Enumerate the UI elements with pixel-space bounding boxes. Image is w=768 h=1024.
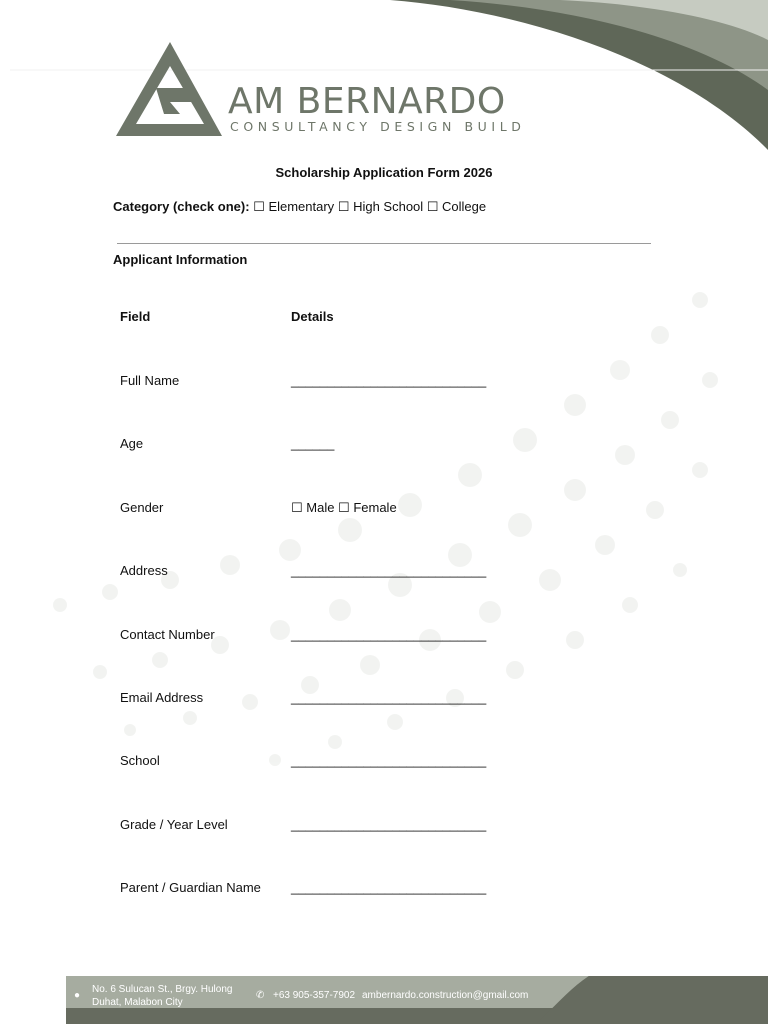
school-field[interactable]: ___________________________ bbox=[291, 753, 487, 768]
email-address-label: Email Address bbox=[120, 690, 204, 705]
company-name: AM BERNARDO bbox=[228, 81, 506, 122]
gender-label: Gender bbox=[120, 500, 164, 515]
phone-icon: ✆ bbox=[256, 990, 265, 1001]
grade-level-field[interactable]: ___________________________ bbox=[291, 817, 487, 832]
footer-address-line2: Duhat, Malabon City bbox=[92, 997, 183, 1008]
category-line bbox=[113, 199, 486, 215]
company-tagline: CONSULTANCY DESIGN BUILD bbox=[230, 119, 526, 134]
address-field[interactable]: ___________________________ bbox=[291, 563, 487, 578]
footer-address-line1: No. 6 Sulucan St., Brgy. Hulong bbox=[92, 984, 233, 995]
details-column-header: Details bbox=[291, 309, 334, 324]
full-name-label: Full Name bbox=[120, 373, 180, 388]
contact-number-label: Contact Number bbox=[120, 627, 215, 642]
category-label: Category (check one): bbox=[113, 199, 250, 214]
guardian-name-field[interactable]: ___________________________ bbox=[291, 880, 487, 895]
form-title: Scholarship Application Form 2026 bbox=[275, 165, 493, 180]
field-column-header: Field bbox=[120, 309, 151, 324]
age-field[interactable]: ______ bbox=[291, 436, 335, 451]
footer-phone[interactable]: +63 905-357-7902 bbox=[273, 990, 356, 1001]
full-name-field[interactable]: ___________________________ bbox=[291, 373, 487, 388]
gender-options[interactable]: ☐ Male ☐ Female bbox=[291, 500, 397, 515]
email-address-field[interactable]: ___________________________ bbox=[291, 690, 487, 705]
section-divider bbox=[117, 243, 651, 244]
section-title: Applicant Information bbox=[113, 252, 248, 267]
age-label: Age bbox=[120, 436, 144, 451]
guardian-name-label: Parent / Guardian Name bbox=[120, 880, 261, 895]
category-options[interactable]: ☐ Elementary ☐ High School ☐ College bbox=[253, 199, 487, 214]
contact-number-field[interactable]: ___________________________ bbox=[291, 627, 487, 642]
address-label: Address bbox=[120, 563, 168, 578]
school-label: School bbox=[120, 753, 160, 768]
map-pin-icon: ● bbox=[74, 990, 81, 1001]
company-logo-icon bbox=[114, 40, 224, 138]
footer-email[interactable]: ambernardo.construction@gmail.com bbox=[362, 990, 529, 1001]
grade-level-label: Grade / Year Level bbox=[120, 817, 228, 832]
